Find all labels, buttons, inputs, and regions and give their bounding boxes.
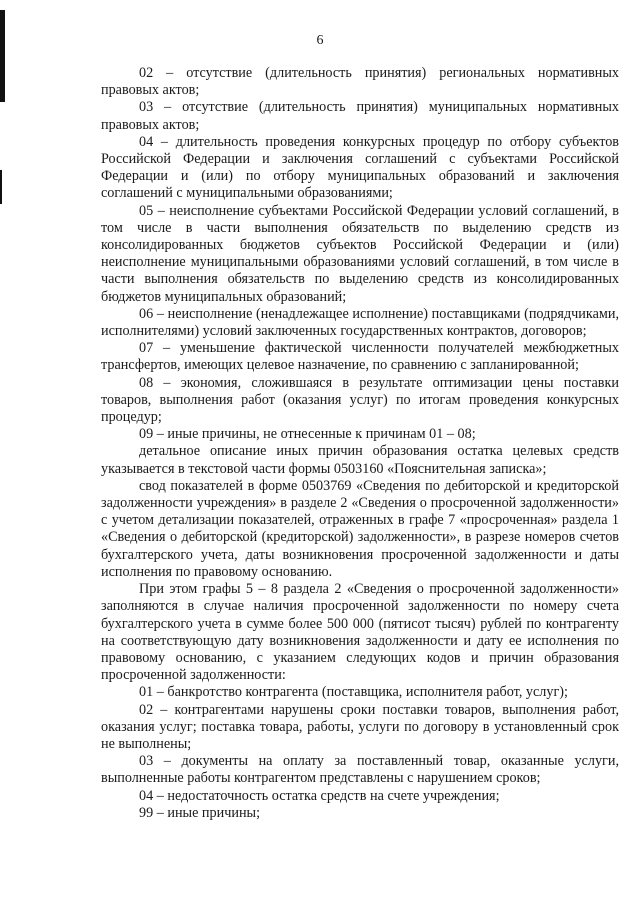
paragraph: свод показателей в форме 0503769 «Сведения по дебиторской и кредиторской задолженности учреждения» в разделе 2 «Сведения о просроченной задолженности» с учетом детализации показателей, отраженных в графе 7 «просроченная» раздела 1 «Сведения о дебиторской (кредиторской) задолженности», в разрезе номеров счетов бухгалтерского учета, даты возникновения просроченной задолженности и даты исполнения по правовому основанию. <box>101 477 619 580</box>
paragraph: 06 – неисполнение (ненадлежащее исполнение) поставщиками (подрядчиками, исполнителями) условий заключенных государственных контрактов, договоров; <box>101 305 619 340</box>
paragraph: детальное описание иных причин образования остатка целевых средств указывается в текстовой части формы 0503160 «Пояснительная записка»; <box>101 443 619 477</box>
scan-edge-mark <box>0 10 5 102</box>
paragraph: 08 – экономия, сложившаяся в результате оптимизации цены поставки товаров, выполнения работ (оказания услуг) по итогам проведения конкурсных процедур; <box>101 374 619 426</box>
paragraph: 99 – иные причины; <box>139 804 261 821</box>
paragraph: 01 – банкротство контрагента (поставщика, исполнителя работ, услуг); <box>139 684 568 701</box>
body-text <box>101 65 619 822</box>
paragraph: 03 – отсутствие (длительность принятия) муниципальных нормативных правовых актов; <box>101 99 619 133</box>
paragraph: 02 – отсутствие (длительность принятия) региональных нормативных правовых актов; <box>101 65 619 99</box>
paragraph: 04 – недостаточность остатка средств на счете учреждения; <box>139 787 500 804</box>
scan-edge-mark <box>0 170 2 204</box>
page-number: 6 <box>316 33 324 48</box>
paragraph: При этом графы 5 – 8 раздела 2 «Сведения о просроченной задолженности» заполняются в случае наличия просроченной задолженности по номеру счета бухгалтерского учета в сумме более 500 000 (пятисот тысяч) рублей по контрагенту на соответствующую дату возникновения задолженности и дату ее исполнения по правовому основанию, с указанием следующих кодов и причин образования просроченной задолженности: <box>101 581 619 684</box>
paragraph: 02 – контрагентами нарушены сроки поставки товаров, выполнения работ, оказания услуг; поставка товара, работы, услуги по договору в установленный срок не выполнены; <box>101 701 619 752</box>
paragraph: 03 – документы на оплату за поставленный товар, оказанные услуги, выполненные работы контрагентом представлены с нарушением сроков; <box>101 753 619 787</box>
paragraph: 05 – неисполнение субъектами Российской Федерации условий соглашений, в том числе в части выполнения обязательств по выделению средств из консолидированных бюджетов субъектов Российской Федерации и (или) неисполнение муниципальными образованиями условий соглашений, в том числе в части выполнения обязательств по выделению средств из консолидированных бюджетов муниципальных образований; <box>101 202 619 305</box>
paragraph: 04 – длительность проведения конкурсных процедур по отбору субъектов Российской Федерации и заключения соглашений с субъектами Российской Федерации и (или) по отбору муниципальных образований и заключения соглашений с муниципальными образованиями; <box>101 133 619 202</box>
paragraph: 07 – уменьшение фактической численности получателей межбюджетных трансфертов, имеющих целевое назначение, по сравнению с запланированной; <box>101 340 619 374</box>
paragraph: 09 – иные причины, не отнесенные к причинам 01 – 08; <box>139 426 476 443</box>
